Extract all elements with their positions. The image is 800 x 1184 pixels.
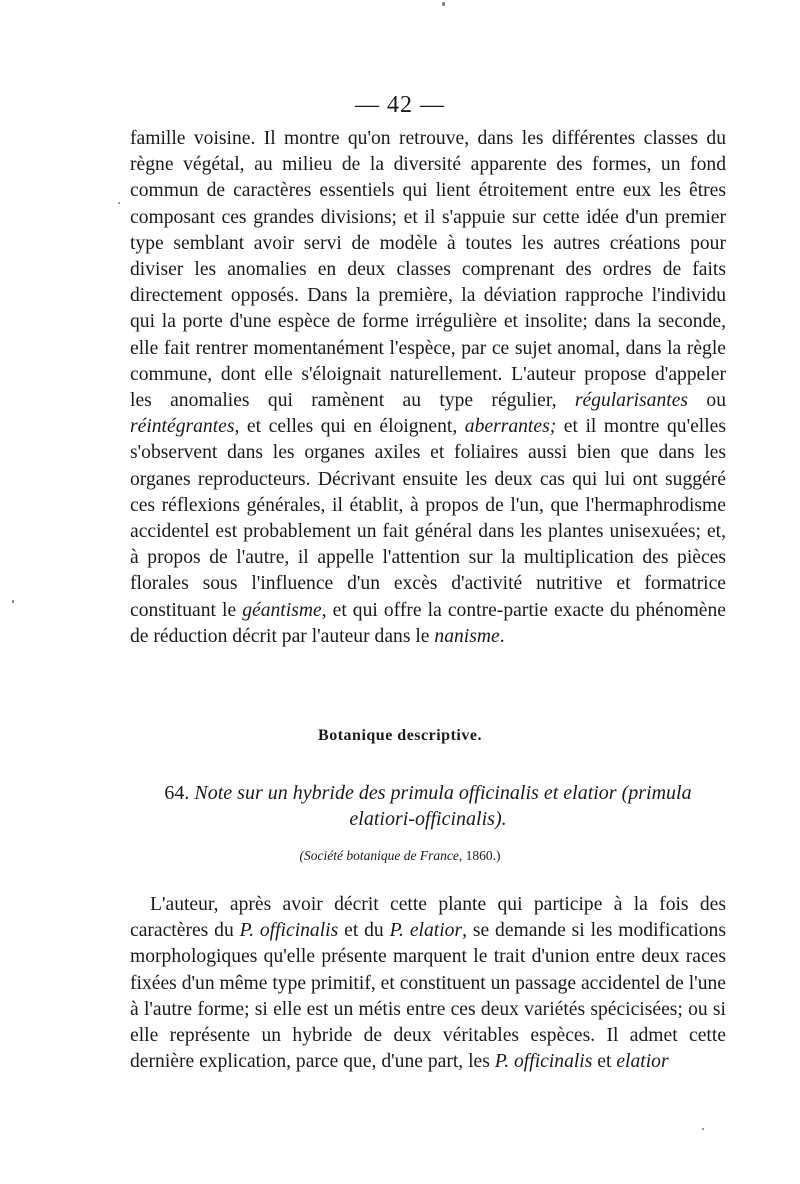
- italic-term: P. elatior: [389, 920, 463, 942]
- paragraph-hybride: [130, 892, 726, 1075]
- source-year: 1860.): [465, 848, 501, 863]
- source-text: (Société botanique de France,: [299, 848, 463, 863]
- text-run: ou: [688, 390, 726, 412]
- text-run: , se demande si les modifications morphologiques qu'elle présente marquent le trait d'union entre deux races fixées d'un même type primitif, et constituent un passage accidentel de l'une à l'autre forme; si elle est un métis entre ces deux variétés spécicisées; ou si elle représente un hybride de deux véritables espèces. Il admet cette dernière explication, parce que, d'une part, les: [130, 920, 726, 1073]
- speck: [702, 1128, 704, 1130]
- text-run: , et qui offre la contre-partie exacte du phénomène de réduction décrit par l'auteur dans le: [130, 599, 726, 647]
- italic-term: aberrantes;: [464, 416, 557, 438]
- speck: [12, 600, 14, 603]
- speck: [442, 2, 445, 6]
- entry-source: [0, 848, 800, 864]
- text-run: et il montre qu'elles s'observent dans les organes axiles et foliaires aussi bien que dans les organes reproducteurs. Décrivant ensuite les deux cas qui lui ont suggéré ces réflexions générales, il établit, à propos de l'un, que l'hermaphrodisme accidentel est probablement un fait général dans les plantes unisexuées; et, à propos de l'autre, il appelle l'attention sur la multiplication des pièces florales sous l'influence d'un excès d'activité nutritive et formatrice constituant le: [130, 416, 727, 621]
- italic-term: géantisme: [242, 599, 322, 621]
- text-run: L'auteur, après avoir décrit cette plante qui participe à la fois des caractères du: [130, 894, 726, 942]
- paragraph-anomalies: [130, 126, 726, 650]
- text-run: .: [499, 625, 505, 647]
- italic-term: réintégrantes: [130, 416, 235, 438]
- speck: [118, 202, 120, 204]
- text-run: , et celles qui en éloignent,: [234, 416, 465, 438]
- text-run: et: [592, 1051, 617, 1073]
- text-run: et du: [338, 920, 390, 942]
- section-heading: Botanique descriptive.: [318, 727, 482, 744]
- entry-number: 64.: [164, 782, 190, 804]
- italic-term: elatior: [616, 1051, 669, 1073]
- entry-title: [130, 780, 726, 832]
- italic-term: P. officinalis: [239, 920, 339, 942]
- text-run: famille voisine. Il montre qu'on retrouve, dans les différentes classes du règne végétal, au milieu de la diversité apparente des formes, un fond commun de caractères essentiels qui lient étroitement entre eux les êtres composant ces grandes divisions; et il s'appuie sur cette idée d'un premier type semblant avoir servi de modèle à toutes les autres créations pour diviser les anomalies en deux classes comprenant des ordres de faits directement opposés. Dans la première, la déviation rapproche l'individu qui la porte d'une espèce de forme irrégulière et insolite; dans la seconde, elle fait rentrer momentanément l'espèce, par ce sujet anomal, dans la règle commune, dont elle s'éloignait naturellement. L'auteur propose d'appeler les anomalies qui ramènent au type régulier,: [130, 128, 726, 412]
- italic-term: P. officinalis: [494, 1051, 593, 1073]
- page-number: — 42 —: [355, 92, 445, 118]
- italic-term: nanisme: [434, 625, 500, 647]
- entry-title-text: Note sur un hybride des primula officinalis et elatior (primula elatiori-officinalis).: [194, 782, 692, 830]
- italic-term: régularisantes: [574, 390, 689, 412]
